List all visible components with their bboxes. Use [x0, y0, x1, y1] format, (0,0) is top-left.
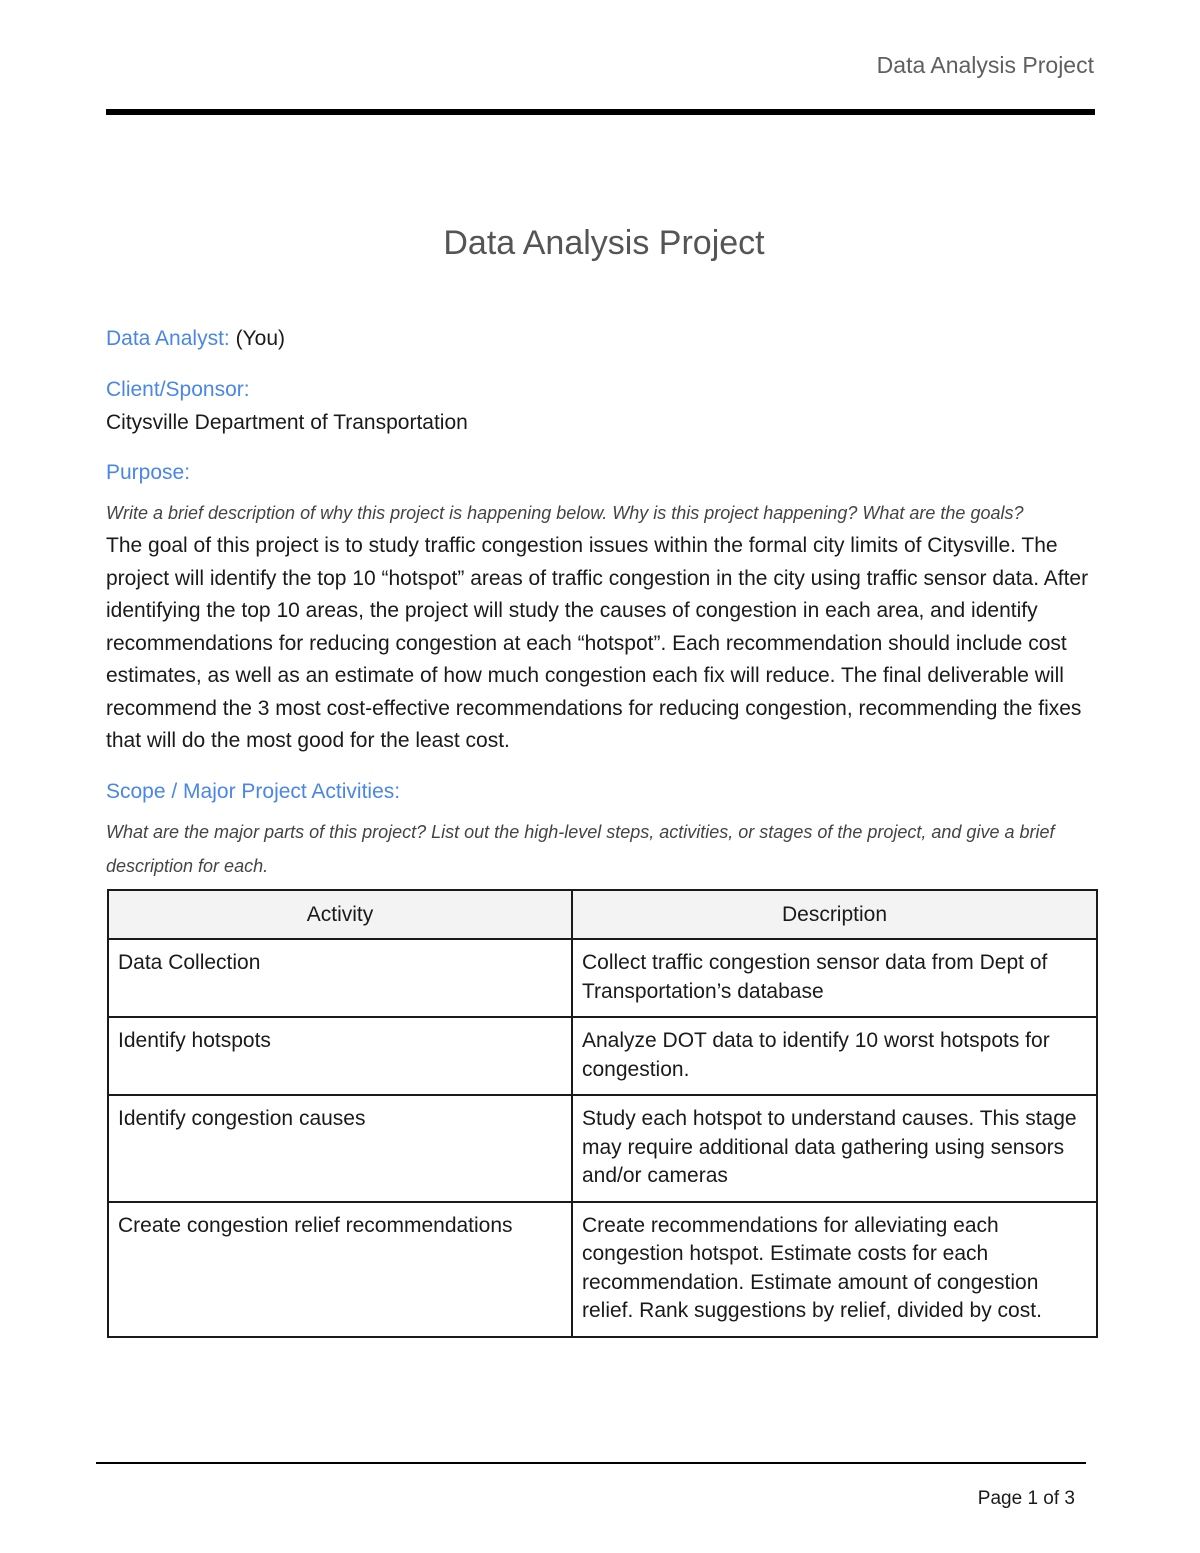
data-analyst-label: Data Analyst: [106, 327, 230, 350]
table-row [108, 1017, 1097, 1095]
description-column-header: Description [572, 890, 1097, 940]
scope-heading: Scope / Major Project Activities: [106, 779, 401, 803]
activity-cell: Identify congestion causes [108, 1095, 572, 1202]
activities-table [107, 889, 1098, 1338]
purpose-heading: Purpose: [106, 461, 191, 484]
table-row [108, 1095, 1097, 1202]
activity-cell: Identify hotspots [108, 1017, 572, 1095]
description-cell: Analyze DOT data to identify 10 worst hotspots for congestion. [572, 1017, 1097, 1095]
document-body [106, 324, 1095, 1338]
data-analyst-field [106, 324, 1095, 354]
activity-column-header: Activity [108, 890, 572, 940]
description-cell: Create recommendations for alleviating each congestion hotspot. Estimate costs for each recommendation. Estimate amount of congestion relief. Rank suggestions by relief, divided by cost. [572, 1202, 1097, 1337]
scope-instruction: What are the major parts of this project? List out the high-level steps, activities, or stages of the project, and give a brief description for each. [106, 821, 1055, 876]
page-number: Page 1 of 3 [977, 1488, 1075, 1509]
table-row [108, 939, 1097, 1017]
footer-divider [96, 1462, 1086, 1464]
purpose-body: The goal of this project is to study traffic congestion issues within the formal city limits of Citysville. The project will identify the top 10 “hotspot” areas of traffic congestion in the city using traffic sensor data. After identifying the top 10 areas, the project will study the causes of congestion in each area, and identify recommendations for reducing congestion at each “hotspot”. Each recommendation should include cost estimates, as well as an estimate of how much congestion each fix will reduce. The final deliverable will recommend the 3 most cost-effective recommendations for reducing congestion, recommending the fixes that will do the most good for the least cost. [106, 534, 1089, 752]
document-title: Data Analysis Project [443, 224, 765, 262]
table-header-row [108, 890, 1097, 940]
activity-cell: Create congestion relief recommendations [108, 1202, 572, 1337]
page-header-title: Data Analysis Project [876, 52, 1094, 78]
activity-cell: Data Collection [108, 939, 572, 1017]
client-sponsor-label: Client/Sponsor: [106, 378, 250, 401]
description-cell: Study each hotspot to understand causes. This stage may require additional data gathering using sensors and/or cameras [572, 1095, 1097, 1202]
purpose-instruction: Write a brief description of why this project is happening below. Why is this project happening? What are the goals? [106, 503, 1024, 523]
header-divider [106, 109, 1095, 115]
table-row [108, 1202, 1097, 1337]
data-analyst-value: (You) [229, 327, 285, 350]
description-cell: Collect traffic congestion sensor data from Dept of Transportation’s database [572, 939, 1097, 1017]
client-sponsor-value: Citysville Department of Transportation [106, 411, 468, 434]
